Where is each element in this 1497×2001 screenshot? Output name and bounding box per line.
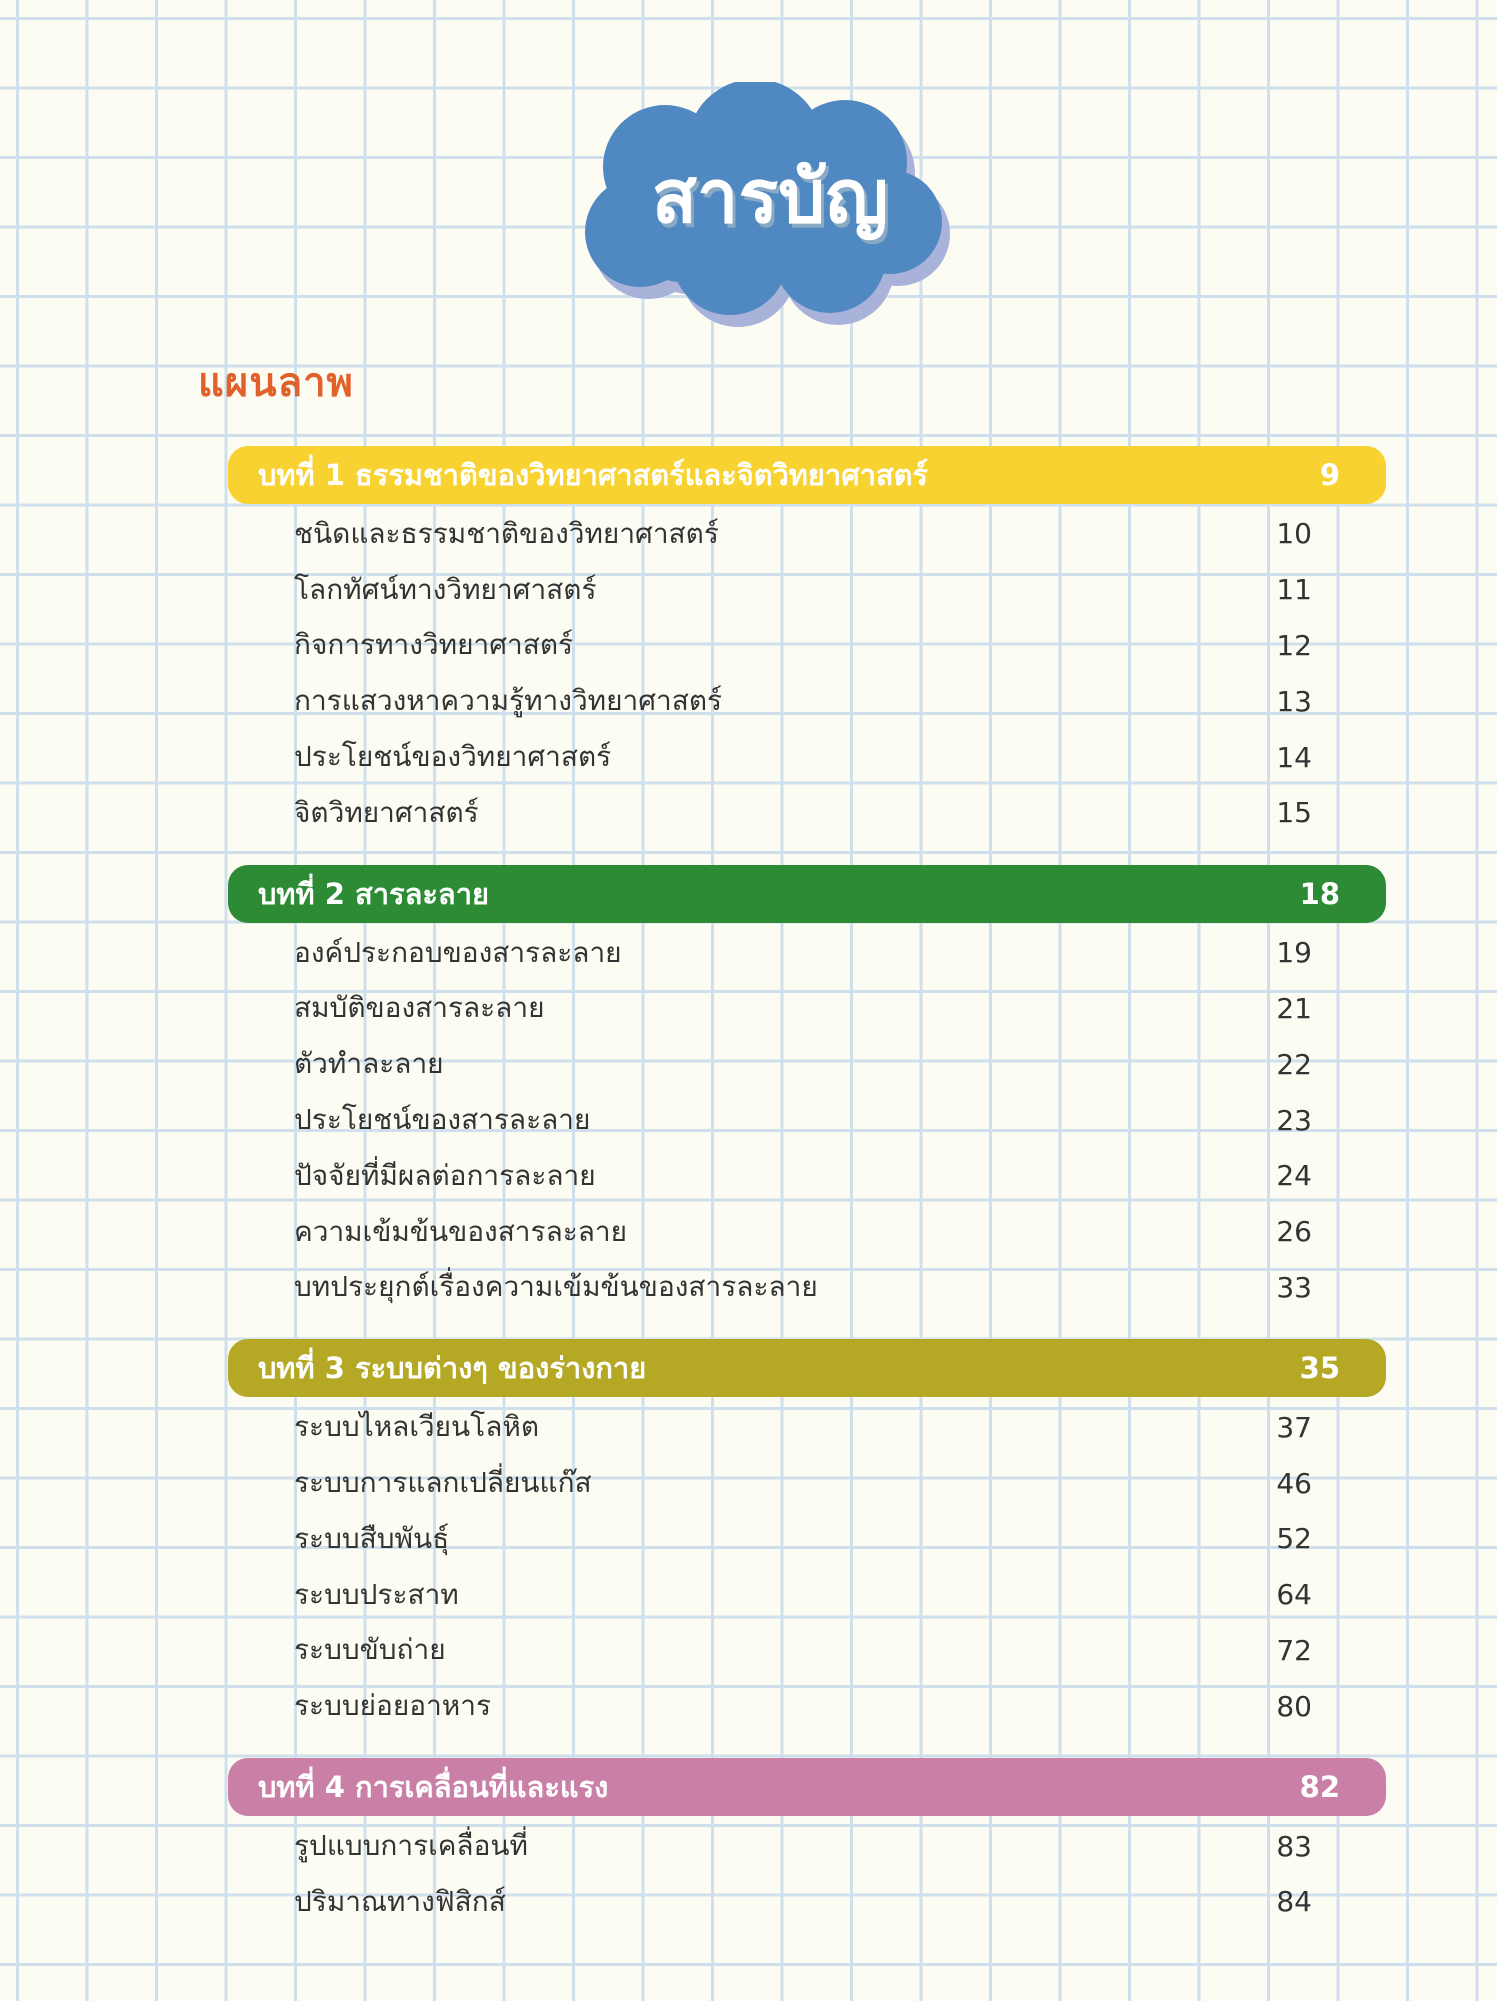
entry-title: ระบบประสาท [294,1577,459,1611]
chapter-page: 9 [1319,458,1340,492]
entry-page: 14 [1276,740,1312,774]
entry-title: ปริมาณทางฟิสิกส์ [294,1884,506,1918]
chapter-page: 18 [1299,876,1340,911]
toc-entry[interactable] [228,1874,1386,1930]
entry-page: 24 [1276,1159,1312,1193]
entry-title: ปัจจัยที่มีผลต่อการละลาย [294,1158,596,1192]
toc-entry[interactable] [228,1260,1386,1316]
toc-entry[interactable] [228,1678,1386,1734]
toc-entry[interactable] [228,1623,1386,1679]
toc-entry[interactable] [228,1567,1386,1623]
entry-page: 21 [1276,991,1312,1025]
chapter-page: 82 [1299,1770,1340,1805]
entry-page: 64 [1276,1578,1312,1612]
toc-entry[interactable] [228,1092,1386,1148]
entry-title: ประโยชน์ของวิทยาศาสตร์ [294,740,612,774]
toc-entry[interactable] [228,1399,1386,1455]
entry-page: 52 [1276,1522,1312,1556]
entry-page: 19 [1276,936,1312,970]
entry-page: 15 [1276,796,1312,830]
chapter-title: บทที่ 2 สารละลาย [258,876,489,911]
toc-entry[interactable] [228,729,1386,785]
toc-entry[interactable] [228,1455,1386,1511]
entry-page: 84 [1276,1885,1312,1919]
entry-page: 26 [1276,1215,1312,1249]
entry-page: 13 [1276,684,1312,718]
chapter-3 [228,1339,1386,1734]
toc-entry[interactable] [228,1148,1386,1204]
title-cloud [570,82,970,342]
entry-page: 10 [1276,517,1312,551]
chapter-2 [228,865,1386,1316]
entry-page: 80 [1276,1689,1312,1723]
entry-title: ระบบการแลกเปลี่ยนแก๊ส [294,1466,592,1500]
chapter-page: 35 [1299,1351,1340,1386]
entry-page: 72 [1276,1633,1312,1667]
entry-title: ความเข้มข้นของสารละลาย [294,1214,628,1248]
toc-entry[interactable] [228,1818,1386,1874]
toc-entry[interactable] [228,925,1386,981]
entry-page: 33 [1276,1270,1312,1304]
toc-entry[interactable] [228,618,1386,674]
entry-title: สมบัติของสารละลาย [294,991,545,1025]
entry-title: ระบบขับถ่าย [294,1633,446,1667]
section-label: แผนลาพ [198,360,354,406]
chapter-bar[interactable] [228,446,1386,504]
chapter-title: บทที่ 1 ธรรมชาติของวิทยาศาสตร์และจิตวิทยาศาสตร์ [258,458,929,492]
entry-title: บทประยุกต์เรื่องความเข้มข้นของสารละลาย [294,1270,818,1304]
entry-page: 12 [1276,628,1312,662]
toc-entry[interactable] [228,562,1386,618]
entry-page: 83 [1276,1829,1312,1863]
entry-title: ระบบย่อยอาหาร [294,1689,492,1723]
entry-title: โลกทัศน์ทางวิทยาศาสตร์ [294,572,597,606]
chapter-title: บทที่ 4 การเคลื่อนที่และแรง [258,1770,609,1805]
toc-entry[interactable] [228,1204,1386,1260]
entry-page: 23 [1276,1103,1312,1137]
entry-page: 46 [1276,1466,1312,1500]
chapter-bar[interactable] [228,1758,1386,1816]
chapter-title: บทที่ 3 ระบบต่างๆ ของร่างกาย [258,1351,647,1386]
toc-entry[interactable] [228,673,1386,729]
entry-page: 22 [1276,1047,1312,1081]
entry-title: กิจการทางวิทยาศาสตร์ [294,628,574,662]
toc-entry[interactable] [228,981,1386,1037]
entry-title: ระบบไหลเวียนโลหิต [294,1410,539,1444]
entry-page: 11 [1276,573,1312,607]
toc-entry[interactable] [228,1036,1386,1092]
chapter-4 [228,1758,1386,1930]
chapter-bar[interactable] [228,865,1386,923]
entry-page: 37 [1276,1410,1312,1444]
toc-entry[interactable] [228,1511,1386,1567]
entry-title: ชนิดและธรรมชาติของวิทยาศาสตร์ [294,516,719,550]
chapter-bar[interactable] [228,1339,1386,1397]
entry-title: องค์ประกอบของสารละลาย [294,935,622,969]
toc-entry[interactable] [228,506,1386,562]
entry-title: ตัวทำละลาย [294,1047,444,1081]
chapter-1 [228,446,1386,841]
entry-title: การแสวงหาความรู้ทางวิทยาศาสตร์ [294,684,723,718]
entry-title: ระบบสืบพันธุ์ [294,1521,450,1555]
entry-title: รูปแบบการเคลื่อนที่ [294,1829,528,1863]
toc-entry[interactable] [228,785,1386,841]
entry-title: จิตวิทยาศาสตร์ [294,795,479,829]
entry-title: ประโยชน์ของสารละลาย [294,1103,591,1137]
page-title: สารบัญ [651,154,889,240]
table-of-contents [228,446,1386,1954]
